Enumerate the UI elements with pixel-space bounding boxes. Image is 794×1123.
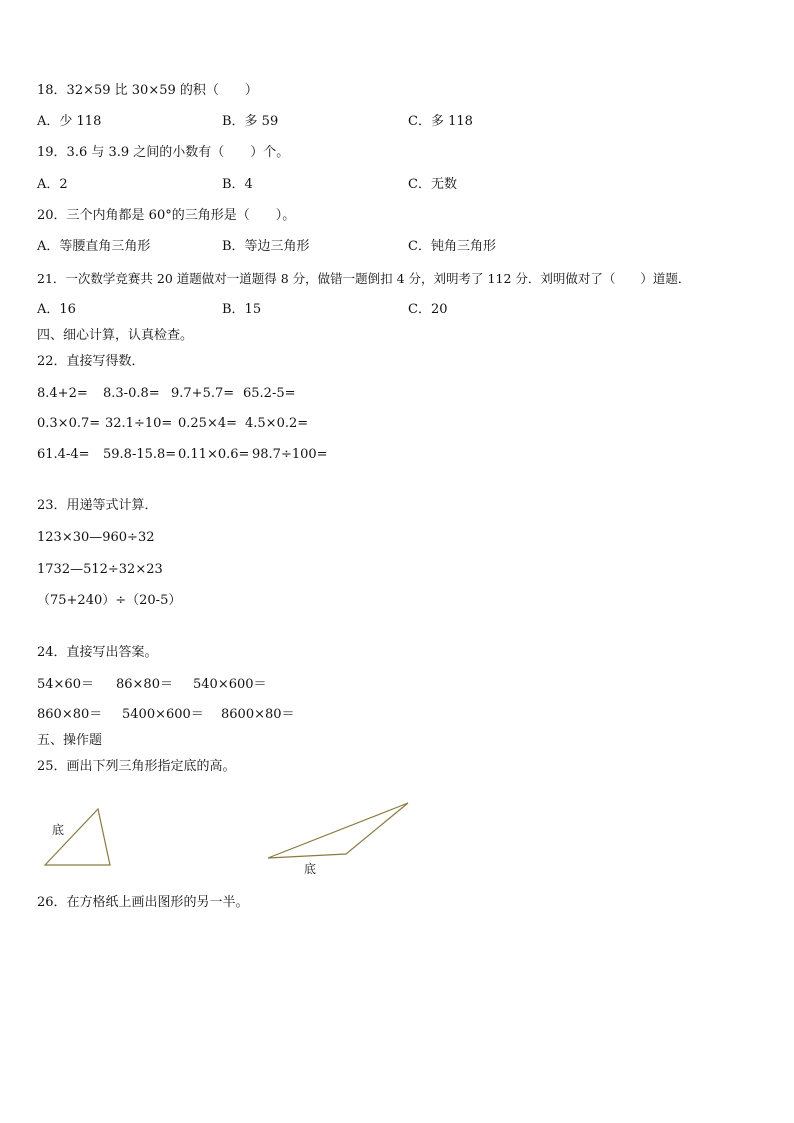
section-heading-4: 四、细心计算，认真检查。 bbox=[37, 328, 194, 343]
q24-item: 540×600＝ bbox=[193, 677, 267, 692]
q22-item: 32.1÷10= bbox=[105, 416, 173, 431]
q23-item: 123×30—960÷32 bbox=[37, 530, 155, 545]
q24-item: 5400×600＝ bbox=[122, 707, 204, 722]
q18-option-b: B．多 59 bbox=[222, 114, 279, 129]
q26-stem: 26．在方格纸上画出图形的另一半。 bbox=[37, 895, 249, 910]
q25-triangles-figure bbox=[30, 790, 430, 880]
q22-item: 61.4-4= bbox=[37, 447, 90, 462]
q24-item: 860×80＝ bbox=[37, 707, 103, 722]
q21-option-c: C．20 bbox=[408, 302, 448, 317]
q22-item: 98.7÷100= bbox=[252, 447, 328, 462]
q22-item: 8.4+2= bbox=[37, 386, 88, 401]
q22-stem: 22．直接写得数． bbox=[37, 354, 145, 369]
q22-item: 0.25×4= bbox=[178, 416, 238, 431]
q20-option-c: C．钝角三角形 bbox=[408, 239, 496, 254]
q22-item: 0.3×0.7= bbox=[37, 416, 101, 431]
q19-option-a: A．2 bbox=[37, 177, 68, 192]
q23-item: （75+240）÷（20-5） bbox=[37, 593, 182, 608]
q20-option-b: B．等边三角形 bbox=[222, 239, 310, 254]
right-triangle-base-label: 底 bbox=[304, 862, 317, 876]
q18-option-a: A．少 118 bbox=[37, 114, 102, 129]
q19-stem: 19．3.6 与 3.9 之间的小数有（ ）个。 bbox=[37, 145, 290, 160]
q23-stem: 23．用递等式计算． bbox=[37, 498, 158, 513]
q22-item: 8.3-0.8= bbox=[103, 386, 160, 401]
q19-option-b: B．4 bbox=[222, 177, 253, 192]
q18-stem: 18．32×59 比 30×59 的积（ ） bbox=[37, 83, 258, 98]
q20-stem: 20．三个内角都是 60°的三角形是（ ）。 bbox=[37, 208, 296, 223]
q25-stem: 25．画出下列三角形指定底的高。 bbox=[37, 759, 236, 774]
q21-option-b: B．15 bbox=[222, 302, 262, 317]
left-triangle bbox=[45, 809, 110, 865]
q18-option-c: C．多 118 bbox=[408, 114, 473, 129]
q20-option-a: A．等腰直角三角形 bbox=[37, 239, 151, 254]
q22-item: 65.2-5= bbox=[243, 386, 296, 401]
right-triangle bbox=[268, 803, 408, 858]
q19-option-c: C．无数 bbox=[408, 177, 457, 192]
q22-item: 9.7+5.7= bbox=[171, 386, 235, 401]
q24-item: 54×60＝ bbox=[37, 677, 94, 692]
q24-stem: 24．直接写出答案。 bbox=[37, 645, 158, 660]
left-triangle-base-label: 底 bbox=[52, 823, 65, 837]
q21-option-a: A．16 bbox=[37, 302, 76, 317]
q22-item: 0.11×0.6= bbox=[178, 447, 250, 462]
q23-item: 1732—512÷32×23 bbox=[37, 562, 163, 577]
q22-item: 59.8-15.8= bbox=[103, 447, 177, 462]
q21-stem: 21．一次数学竞赛共 20 道题做对一道题得 8 分，做错一题倒扣 4 分，刘明考了 112 分．刘明做对了（ ）道题． bbox=[37, 271, 691, 286]
q22-item: 4.5×0.2= bbox=[245, 416, 309, 431]
q24-item: 86×80＝ bbox=[116, 677, 173, 692]
q24-item: 8600×80＝ bbox=[221, 707, 295, 722]
section-heading-5: 五、操作题 bbox=[37, 733, 103, 748]
